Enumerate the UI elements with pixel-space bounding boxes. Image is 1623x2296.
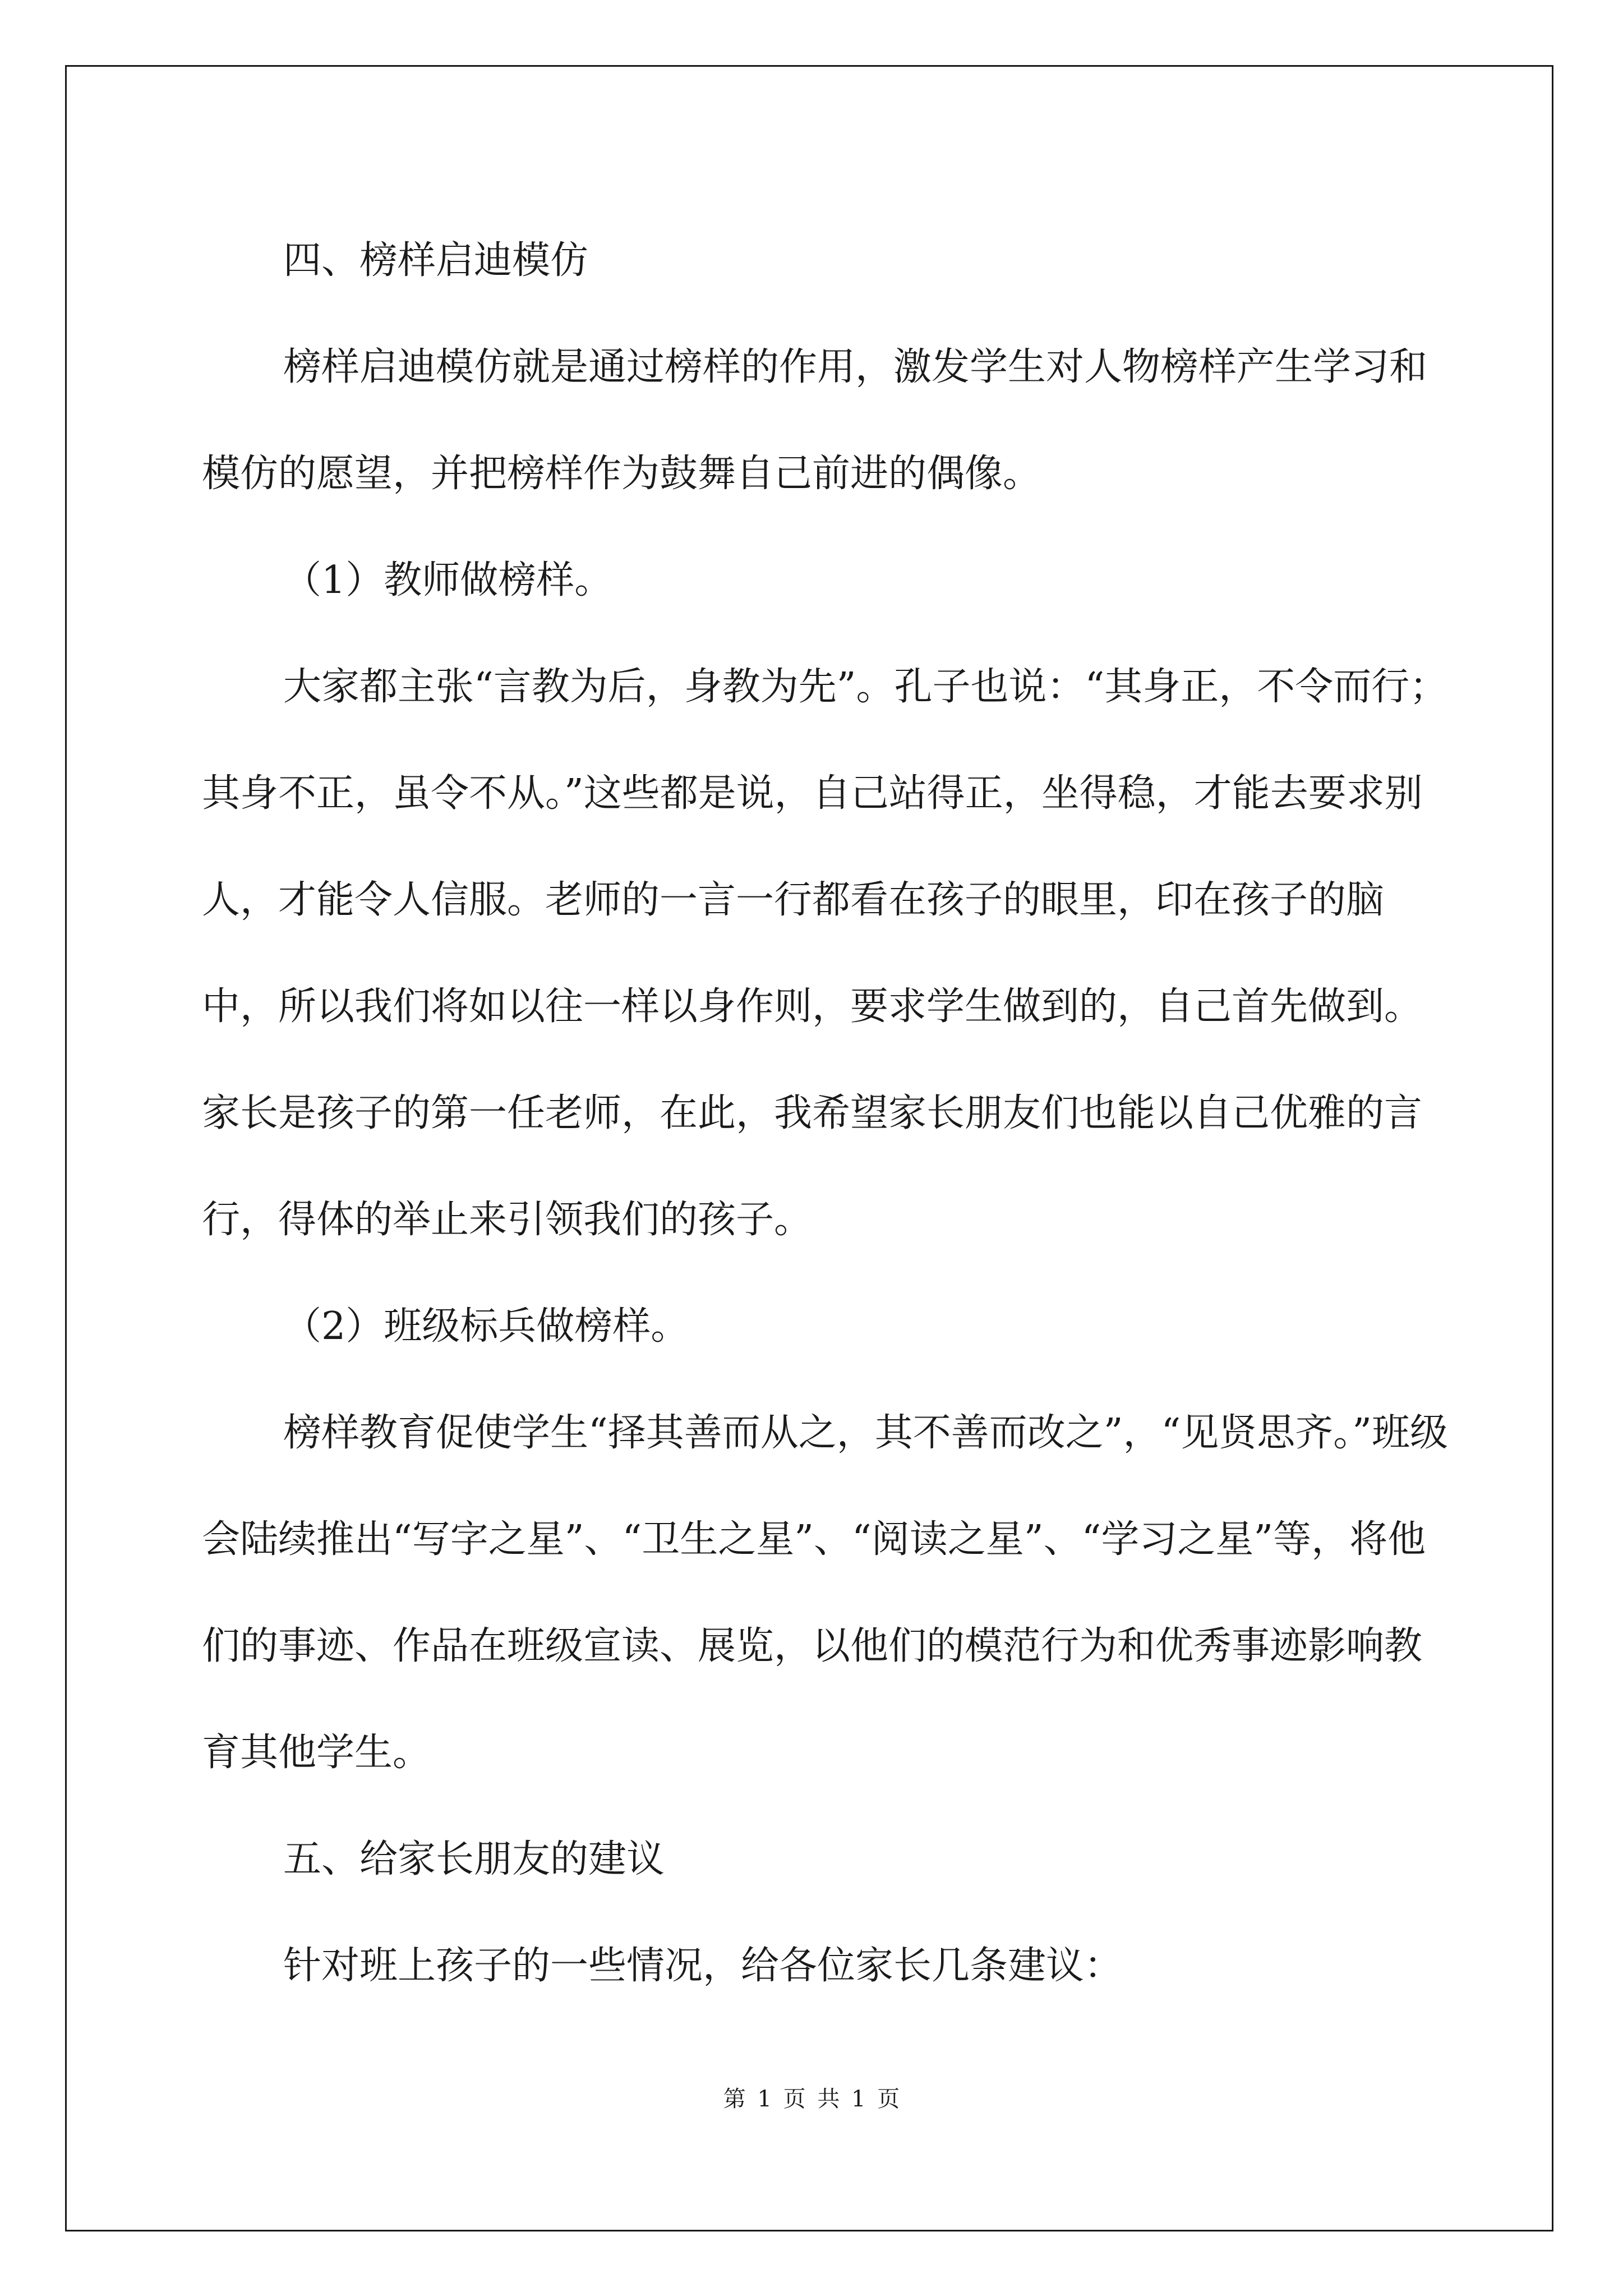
section-heading-4: 四、榜样启迪模仿 <box>283 238 589 283</box>
paragraph-advice: 针对班上孩子的一些情况，给各位家长几条建议： <box>283 1944 1123 1988</box>
paragraph-teacher: 大家都主张“言教为后，身教为先”。孔子也说：“其身正，不令而行；其身不正，虽令不从。”这些都是说，自己站得正，坐得稳，才能去要求别人，才能令人信服。老师的一言一行都看在孩子的眼里，印在孩子的脑中，所以我们将如以往一样以身作则，要求学生做到的，自己首先做到。家长是孩子的第一任老师，在此，我希望家长朋友们也能以自己优雅的言行，得体的举止来引领我们的孩子。 <box>202 665 1448 1242</box>
document-body <box>202 208 1453 2019</box>
page-footer: 第 1 页 共 1 页 <box>723 2086 900 2112</box>
subheading-class-model: （2）班级标兵做榜样。 <box>283 1304 689 1349</box>
paragraph-intro: 榜样启迪模仿就是通过榜样的作用，激发学生对人物榜样产生学习和模仿的愿望，并把榜样作为鼓舞自己前进的偶像。 <box>202 345 1428 496</box>
paragraph-class-model: 榜样教育促使学生“择其善而从之，其不善而改之”，“见贤思齐。”班级会陆续推出“写字之星”、“卫生之星”、“阅读之星”、“学习之星”等，将他们的事迹、作品在班级宣读、展览，以他们的模范行为和优秀事迹影响教育其他学生。 <box>202 1411 1449 1775</box>
subheading-teacher: （1）教师做榜样。 <box>283 558 613 602</box>
section-heading-5: 五、给家长朋友的建议 <box>283 1837 665 1881</box>
